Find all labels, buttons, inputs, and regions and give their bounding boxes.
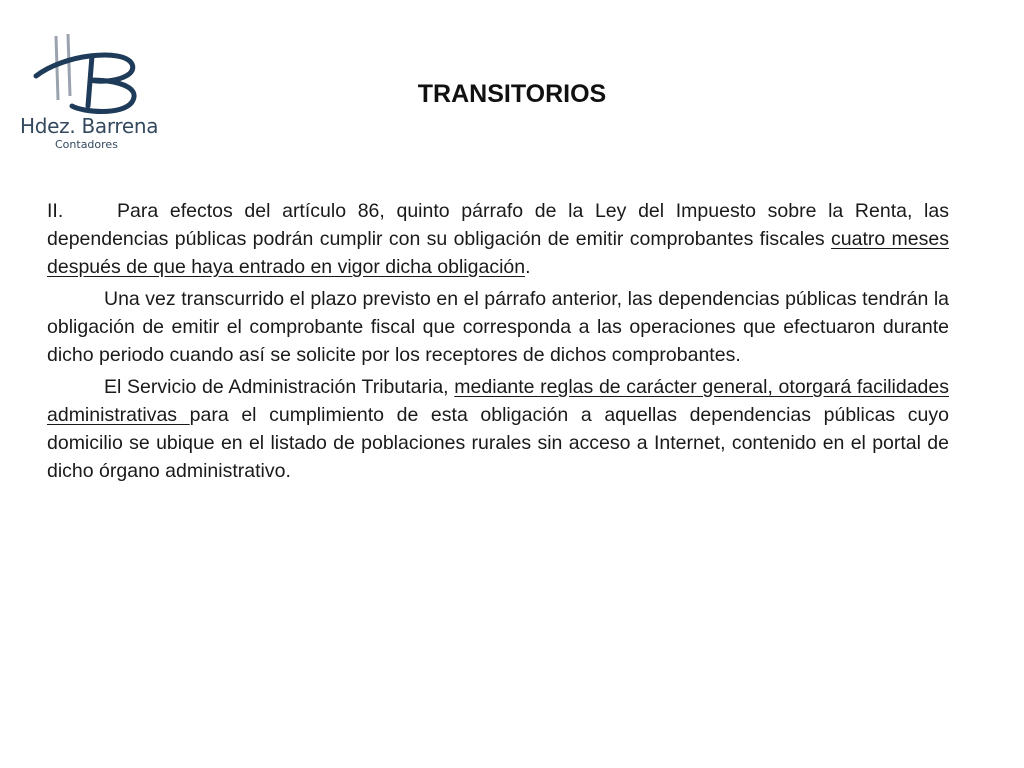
paragraph-text: .: [525, 256, 531, 278]
underlined-text: mediante reglas de carácter general, otorgará facilidades administrativas: [47, 376, 949, 426]
paragraph-3: [47, 373, 949, 485]
paragraph-text: Una vez transcurrido el plazo previsto en el párrafo anterior, las dependencias públicas tendrán la obligación de emitir el comprobante fiscal que corresponda a las operaciones que efectuaron durante dicho periodo cuando así se solicite por los receptores de dichos comprobantes.: [47, 288, 949, 366]
paragraph-text: El Servicio de Administración Tributaria,: [104, 376, 455, 398]
document-body: [47, 197, 949, 489]
paragraph-text: para el cumplimiento de esta obligación a aquellas dependencias públicas cuyo domicilio se ubique en el listado de poblaciones rurales sin acceso a Internet, contenido en el portal de dicho órgano administrativo.: [47, 404, 949, 482]
page-title: TRANSITORIOS: [417, 80, 607, 108]
paragraph-text: Para efectos del artículo 86, quinto párrafo de la Ley del Impuesto sobre la Renta, las dependencias públicas podrán cumplir con su obligación de emitir comprobantes fiscales: [47, 200, 949, 250]
underlined-text: cuatro meses después de que haya entrado en vigor dicha obligación: [47, 228, 949, 278]
paragraph-2: [47, 285, 949, 369]
paragraph-number: II.: [47, 200, 64, 222]
logo-subtitle: Contadores: [55, 138, 118, 151]
logo-company-name: Hdez. Barrena: [20, 114, 159, 138]
paragraph-ii: [47, 197, 949, 281]
